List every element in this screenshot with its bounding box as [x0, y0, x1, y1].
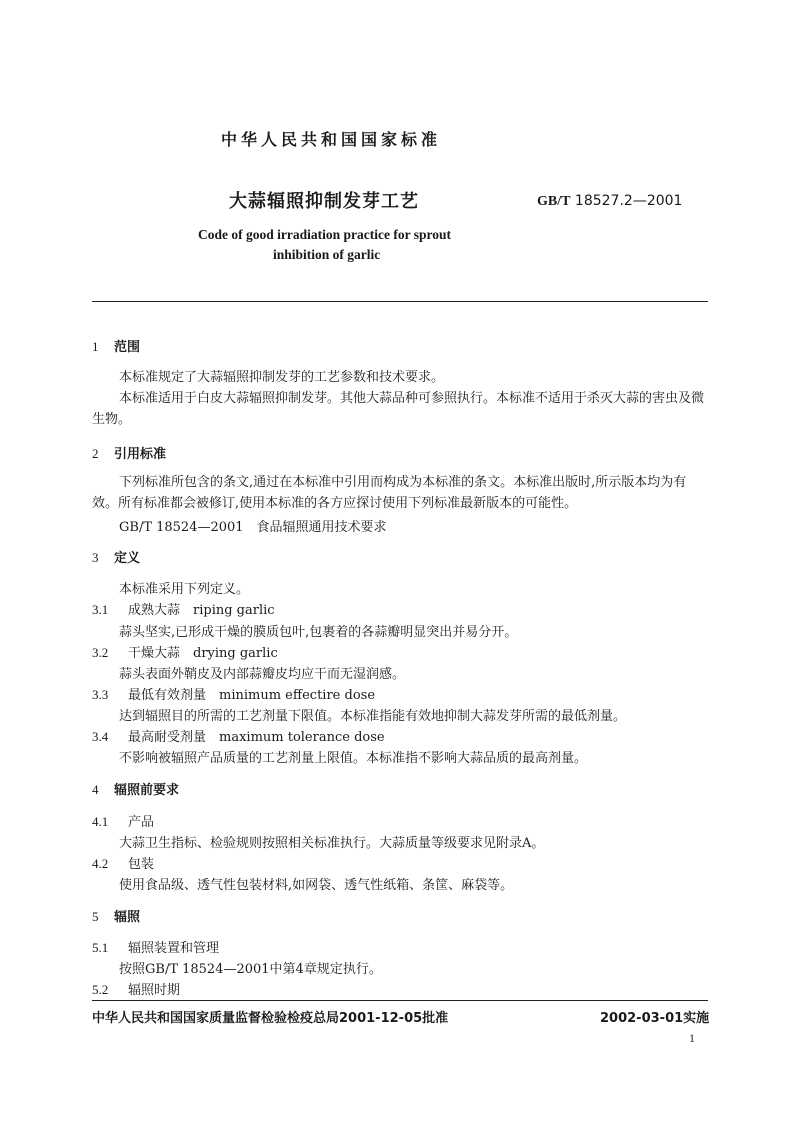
section-title: 引用标准: [114, 447, 167, 462]
definition-term: [92, 684, 375, 703]
section-number: 5: [92, 909, 99, 924]
subsection-heading: [92, 979, 180, 998]
subsection-title: 产品: [128, 815, 155, 830]
header-divider: [92, 301, 708, 302]
subsection-heading: [92, 937, 219, 956]
reference-item: GB/T 18524—2001 食品辐照通用技术要求: [119, 520, 387, 535]
effective-date: 2002-03-01实施: [600, 1011, 710, 1026]
section-4-heading: [92, 779, 179, 798]
clause-number: 5.2: [92, 982, 109, 997]
clause-number: 3.3: [92, 687, 109, 702]
section-3-heading: [92, 547, 140, 566]
section-2-heading: [92, 443, 166, 462]
national-standard-heading: 中华人民共和国国家标准: [220, 130, 441, 149]
definition-term: [92, 599, 275, 618]
approval-issuer: 中华人民共和国国家质量监督检验检疫总局2001-12-05批准: [92, 1011, 449, 1026]
subsection-heading: [92, 811, 154, 830]
definition-text: 蒜头表面外鞘皮及内部蒜瓣皮均应干而无湿润感。: [119, 667, 406, 682]
paragraph: 大蒜卫生指标、检验规则按照相关标准执行。大蒜质量等级要求见附录A。: [119, 836, 545, 851]
clause-number: 3.1: [92, 602, 109, 617]
term-label: 成熟大蒜 riping garlic: [128, 603, 275, 618]
section-number: 2: [92, 446, 99, 461]
document-title-en-line1: Code of good irradiation practice for sprout: [198, 227, 451, 242]
page-number: 1: [689, 1031, 695, 1045]
footer-divider: [92, 1000, 708, 1001]
subsection-title: 辐照时期: [128, 983, 181, 998]
section-title: 定义: [114, 551, 141, 566]
section-5-heading: [92, 906, 140, 925]
document-title-en-line2: inhibition of garlic: [273, 247, 381, 262]
paragraph: 下列标准所包含的条文,通过在本标准中引用而构成为本标准的条文。本标准出版时,所示版本均为有效。所有标准都会被修订,使用本标准的各方应探讨使用下列标准最新版本的可能性。: [92, 475, 687, 511]
clause-number: 3.4: [92, 729, 109, 744]
section-title: 辐照前要求: [114, 783, 180, 798]
paragraph: 使用食品级、透气性包装材料,如网袋、透气性纸箱、条筐、麻袋等。: [119, 878, 514, 893]
subsection-heading: [92, 853, 154, 872]
term-label: 最高耐受剂量 maximum tolerance dose: [128, 730, 385, 745]
definition-term: [92, 726, 385, 745]
document-title-cn: 大蒜辐照抑制发芽工艺: [229, 191, 419, 212]
clause-number: 4.1: [92, 814, 109, 829]
paragraph: 本标准采用下列定义。: [119, 582, 250, 597]
section-number: 3: [92, 550, 99, 565]
standard-code: [537, 193, 682, 210]
term-label: 最低有效剂量 minimum effectire dose: [128, 688, 376, 703]
standard-code-prefix: GB/T: [537, 194, 571, 209]
definition-term: [92, 642, 278, 661]
definition-text: 达到辐照目的所需的工艺剂量下限值。本标准指能有效地抑制大蒜发芽所需的最低剂量。: [119, 709, 627, 724]
section-1-heading: [92, 336, 140, 355]
subsection-title: 辐照装置和管理: [128, 941, 220, 956]
clause-number: 4.2: [92, 856, 109, 871]
clause-number: 3.2: [92, 645, 109, 660]
term-label: 干燥大蒜 drying garlic: [128, 646, 278, 661]
paragraph: 按照GB/T 18524—2001中第4章规定执行。: [119, 962, 382, 977]
subsection-title: 包装: [128, 857, 155, 872]
definition-text: 不影响被辐照产品质量的工艺剂量上限值。本标准指不影响大蒜品质的最高剂量。: [119, 751, 588, 766]
paragraph: 本标准规定了大蒜辐照抑制发芽的工艺参数和技术要求。: [119, 370, 445, 385]
definition-text: 蒜头坚实,已形成干燥的膜质包叶,包裹着的各蒜瓣明显突出并易分开。: [119, 625, 518, 640]
paragraph: 本标准适用于白皮大蒜辐照抑制发芽。其他大蒜品种可参照执行。本标准不适用于杀灭大蒜的害虫及微生物。: [92, 391, 705, 427]
clause-number: 5.1: [92, 940, 109, 955]
section-title: 辐照: [114, 910, 141, 925]
section-number: 1: [92, 339, 99, 354]
section-number: 4: [92, 782, 99, 797]
section-title: 范围: [114, 340, 141, 355]
standard-code-number: 18527.2—2001: [574, 193, 683, 209]
